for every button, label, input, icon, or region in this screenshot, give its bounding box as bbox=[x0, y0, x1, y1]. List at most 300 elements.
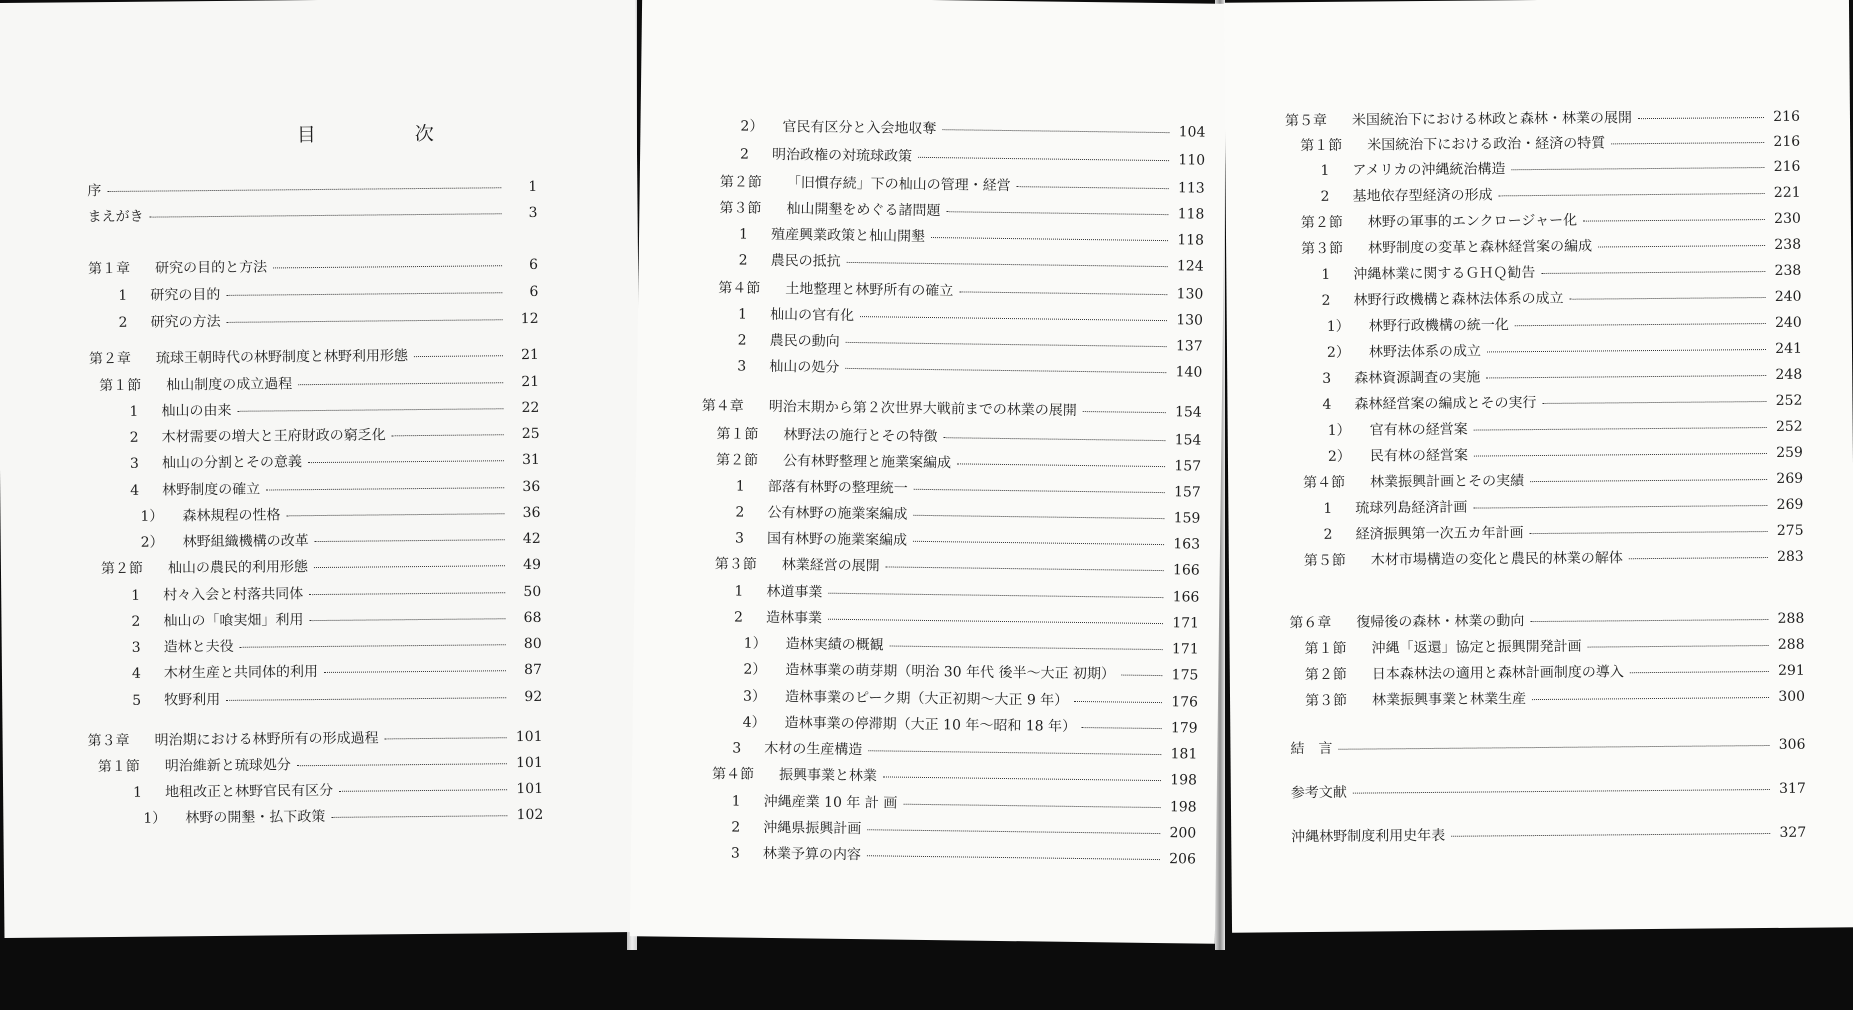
toc-entry-number: 第２節 bbox=[719, 174, 762, 191]
toc-leader-dots bbox=[266, 487, 504, 490]
toc-entry-page: 288 bbox=[1777, 610, 1805, 627]
toc-leader-dots bbox=[1451, 833, 1770, 837]
toc-entry-number: 2 bbox=[131, 613, 141, 630]
toc-entry-page: 327 bbox=[1779, 824, 1807, 841]
toc-entry-page: 171 bbox=[1172, 615, 1200, 632]
toc-entry bbox=[1285, 108, 1800, 130]
toc-leader-dots bbox=[828, 619, 1163, 624]
toc-leader-dots bbox=[867, 829, 1160, 834]
toc-entry-label: 村々入会と村落共同体 bbox=[163, 586, 304, 604]
toc-page-middle bbox=[630, 0, 1227, 944]
toc-leader-dots bbox=[1511, 167, 1764, 170]
toc-entry bbox=[131, 583, 541, 605]
toc-entry-label: 「旧慣存続」下の杣山の管理・経営 bbox=[786, 175, 1011, 195]
toc-entry-number: 第４節 bbox=[711, 766, 755, 783]
toc-leader-dots bbox=[1598, 245, 1765, 247]
toc-entry-label: 国有林野の施業案編成 bbox=[766, 530, 908, 549]
toc-entry bbox=[88, 728, 543, 750]
toc-entry-label: 林道事業 bbox=[766, 583, 823, 601]
toc-entry-number: 3 bbox=[734, 530, 745, 547]
toc-entry bbox=[133, 780, 543, 802]
toc-entry bbox=[740, 146, 1205, 170]
toc-entry-number: 2） bbox=[140, 534, 164, 551]
toc-entry-number: 5 bbox=[132, 692, 142, 709]
toc-entry-page: 216 bbox=[1773, 108, 1801, 125]
toc-entry-number: 第１節 bbox=[716, 426, 759, 443]
toc-entry-label: 杣山の由来 bbox=[161, 402, 232, 420]
toc-entry bbox=[719, 199, 1204, 223]
toc-entry bbox=[129, 399, 539, 421]
toc-entry-number: 3 bbox=[732, 740, 742, 757]
toc-leader-dots bbox=[946, 211, 1168, 215]
toc-entry-number: 1） bbox=[743, 635, 767, 652]
toc-leader-dots bbox=[931, 237, 1168, 241]
toc-entry-page: 238 bbox=[1774, 262, 1802, 279]
toc-entry-page: 216 bbox=[1773, 133, 1801, 150]
toc-entry bbox=[1305, 662, 1805, 684]
toc-leader-dots bbox=[273, 265, 502, 268]
toc-entry-page: 269 bbox=[1776, 470, 1804, 487]
toc-entry-number: 第２節 bbox=[100, 560, 144, 578]
toc-entry bbox=[1320, 158, 1800, 180]
toc-entry bbox=[735, 503, 1200, 527]
toc-entry-label: 琉球列島経済計画 bbox=[1355, 499, 1468, 517]
toc-entry-label: 沖縄産業 10 年 計 画 bbox=[763, 793, 898, 812]
toc-leader-dots bbox=[942, 129, 1169, 133]
toc-leader-dots bbox=[1638, 117, 1764, 119]
toc-entry-number: 1） bbox=[1326, 318, 1350, 335]
toc-entry-label: 米国統治下における林政と森林・林業の展開 bbox=[1351, 110, 1633, 129]
toc-leader-dots bbox=[339, 789, 507, 792]
toc-entry-label: 森林資源調査の実施 bbox=[1354, 369, 1481, 387]
toc-entry bbox=[1321, 262, 1801, 284]
toc-entry-number: 第１節 bbox=[97, 758, 140, 776]
toc-leader-dots bbox=[1074, 701, 1162, 703]
toc-entry-number: 第１節 bbox=[1304, 640, 1347, 658]
toc-entry-page: 198 bbox=[1170, 772, 1198, 789]
toc-entry-page: 200 bbox=[1169, 825, 1197, 842]
toc-entry-page: 171 bbox=[1171, 641, 1199, 658]
toc-entry-number: 1 bbox=[734, 583, 744, 600]
toc-entry-number: 3 bbox=[730, 845, 740, 862]
toc-entry-page: 42 bbox=[522, 530, 541, 548]
toc-entry-label: 林業振興事業と林業生産 bbox=[1371, 691, 1527, 709]
toc-entry-page: 288 bbox=[1777, 636, 1805, 653]
toc-entry-label: 琉球王朝時代の林野制度と林野利用形態 bbox=[155, 348, 409, 367]
toc-entry bbox=[715, 555, 1200, 579]
toc-entry-page: 21 bbox=[521, 373, 540, 391]
toc-entry-page: 12 bbox=[520, 310, 539, 328]
toc-leader-dots bbox=[1570, 297, 1766, 300]
toc-leader-dots bbox=[314, 565, 505, 568]
toc-entry-page: 92 bbox=[524, 688, 543, 706]
toc-entry-page: 22 bbox=[521, 399, 540, 417]
toc-entry-label: 沖縄「返還」協定と振興開発計画 bbox=[1371, 638, 1582, 657]
toc-entry bbox=[1321, 288, 1801, 310]
toc-leader-dots bbox=[1017, 186, 1169, 189]
toc-leader-dots bbox=[1530, 531, 1768, 534]
toc-entry bbox=[734, 608, 1199, 632]
toc-entry-label: 研究の目的と方法 bbox=[155, 259, 268, 277]
toc-entry-number: 3 bbox=[737, 358, 747, 375]
toc-entry-number: 2 bbox=[731, 819, 741, 836]
toc-entry-label: 造林事業のピーク期（大正初期～大正 9 年） bbox=[784, 689, 1069, 709]
toc-entry-number: 2 bbox=[735, 504, 745, 521]
toc-leader-dots bbox=[315, 539, 505, 542]
toc-leader-dots bbox=[237, 408, 503, 412]
toc-entry bbox=[1322, 392, 1802, 414]
toc-entry-number: 2） bbox=[1327, 448, 1351, 465]
toc-entry-number: 4 bbox=[130, 482, 140, 499]
toc-entry bbox=[132, 635, 542, 657]
toc-entry bbox=[130, 451, 540, 473]
toc-entry-page: 31 bbox=[522, 451, 541, 469]
toc-entry-page: 118 bbox=[1177, 206, 1205, 223]
toc-entry bbox=[739, 226, 1204, 250]
toc-entry bbox=[718, 279, 1203, 303]
toc-entry bbox=[716, 451, 1201, 475]
toc-entry-number: 第１節 bbox=[99, 377, 142, 395]
toc-entry-number: 2 bbox=[737, 332, 747, 349]
toc-leader-dots bbox=[309, 592, 505, 595]
toc-leader-dots bbox=[1083, 411, 1166, 413]
toc-entry-page: 49 bbox=[523, 556, 542, 574]
toc-entry-page: 104 bbox=[1178, 124, 1206, 141]
toc-entry-number: 4 bbox=[131, 665, 141, 682]
toc-entry-number: 1 bbox=[1321, 266, 1331, 283]
toc-entry-label: 沖縄林業に関するＧＨＱ勧告 bbox=[1353, 265, 1536, 283]
toc-entry-label: 林野法体系の成立 bbox=[1368, 343, 1482, 361]
toc-leader-dots bbox=[890, 646, 1163, 651]
toc-leader-dots bbox=[913, 541, 1164, 545]
toc-entry-number: 序 bbox=[87, 183, 102, 200]
toc-entry-number: 1 bbox=[731, 793, 741, 810]
toc-entry-label: 明治期における林野所有の形成過程 bbox=[154, 730, 379, 749]
toc-entry-page: 68 bbox=[523, 609, 542, 627]
toc-entry-page: 80 bbox=[523, 635, 542, 653]
toc-entry-number: 沖縄林野制度利用史年表 bbox=[1291, 827, 1446, 846]
toc-entry-label: 林野行政機構と森林法体系の成立 bbox=[1353, 290, 1564, 309]
toc-entry bbox=[1291, 824, 1806, 846]
toc-entry-page: 101 bbox=[516, 780, 544, 798]
toc-entry bbox=[1304, 548, 1804, 570]
toc-entry-page: 50 bbox=[523, 583, 542, 601]
toc-entry-page: 221 bbox=[1773, 184, 1801, 201]
toc-entry-page: 36 bbox=[522, 478, 541, 496]
toc-entry-number: 結 言 bbox=[1290, 740, 1333, 758]
toc-leader-dots bbox=[414, 355, 503, 357]
toc-leader-dots bbox=[846, 342, 1167, 347]
toc-entry-page: 216 bbox=[1773, 158, 1801, 175]
toc-entry-label: 木材の生産構造 bbox=[764, 740, 863, 759]
toc-entry-label: 官有林の経営案 bbox=[1369, 421, 1468, 439]
toc-entry bbox=[118, 283, 538, 305]
toc-entry-number: 第３節 bbox=[714, 556, 757, 573]
toc-entry-page: 101 bbox=[515, 728, 543, 746]
toc-entry bbox=[88, 204, 538, 226]
toc-entry-label: 杣山の農民的利用形態 bbox=[167, 559, 309, 577]
toc-entry-number: 第４章 bbox=[701, 398, 744, 415]
toc-leader-dots bbox=[860, 316, 1167, 321]
toc-entry-number: 第３節 bbox=[719, 200, 762, 217]
toc-entry-page: 269 bbox=[1776, 496, 1804, 513]
toc-entry bbox=[101, 556, 541, 578]
toc-entry-page: 240 bbox=[1774, 314, 1802, 331]
toc-leader-dots bbox=[298, 382, 503, 385]
toc-entry-page: 6 bbox=[529, 283, 539, 300]
toc-leader-dots bbox=[957, 463, 1165, 467]
toc-entry-page: 102 bbox=[516, 806, 544, 824]
toc-entry-label: 木材生産と共同体的利用 bbox=[163, 664, 319, 682]
toc-leader-dots bbox=[903, 804, 1160, 808]
toc-leader-dots bbox=[1338, 745, 1769, 750]
toc-entry bbox=[98, 754, 543, 776]
toc-entry-label: 殖産興業政策と杣山開墾 bbox=[770, 226, 926, 245]
toc-leader-dots bbox=[1474, 427, 1767, 431]
toc-leader-dots bbox=[1474, 453, 1767, 457]
toc-entry bbox=[1303, 470, 1803, 492]
toc-entry-page: 275 bbox=[1776, 522, 1804, 539]
toc-entry bbox=[702, 397, 1202, 422]
toc-entry bbox=[731, 844, 1196, 868]
toc-entry-number: 第３節 bbox=[1301, 240, 1344, 258]
toc-entry-label: 林野制度の変革と森林経営案の編成 bbox=[1368, 238, 1593, 257]
toc-entry-page: 140 bbox=[1175, 364, 1203, 381]
toc-leader-dots bbox=[1542, 401, 1766, 404]
toc-title: 目 次 bbox=[296, 122, 474, 147]
toc-entry-label: 林野制度の確立 bbox=[162, 481, 261, 499]
toc-entry-number: 第２節 bbox=[716, 452, 759, 469]
toc-entry-page: 113 bbox=[1177, 180, 1205, 197]
toc-entry bbox=[141, 530, 541, 552]
toc-entry-number: 第５章 bbox=[1284, 112, 1328, 130]
toc-entry-label: 明治末期から第２次世界大戦前までの林業の展開 bbox=[768, 398, 1077, 419]
toc-entry-number: 4） bbox=[742, 714, 766, 731]
toc-entry-number: 1 bbox=[118, 287, 128, 304]
toc-entry-label: 造林実績の概観 bbox=[785, 636, 884, 654]
toc-entry-label: 林野行政機構の統一化 bbox=[1368, 317, 1509, 335]
toc-entry bbox=[131, 609, 541, 631]
toc-entry-page: 306 bbox=[1778, 736, 1806, 753]
toc-entry-label: 杣山の「喰実畑」利用 bbox=[163, 612, 304, 630]
toc-entry-label: 公有林野の施業案編成 bbox=[767, 504, 908, 523]
toc-leader-dots bbox=[886, 566, 1164, 571]
toc-leader-dots bbox=[1082, 727, 1162, 729]
toc-entry-label: 部落有林野の整理統一 bbox=[767, 478, 908, 497]
toc-leader-dots bbox=[883, 776, 1161, 781]
toc-entry-number: 2） bbox=[1326, 344, 1351, 361]
toc-leader-dots bbox=[914, 489, 1165, 493]
toc-entry-label: 民有林の経営案 bbox=[1369, 447, 1468, 465]
toc-entry bbox=[1305, 688, 1805, 710]
toc-entry-page: 230 bbox=[1774, 210, 1801, 227]
toc-entry-label: 土地整理と林野所有の確立 bbox=[785, 281, 954, 300]
toc-leader-dots bbox=[226, 292, 502, 296]
toc-entry-label: 振興事業と林業 bbox=[778, 767, 878, 785]
toc-entry bbox=[732, 792, 1197, 816]
toc-leader-dots bbox=[324, 670, 506, 673]
toc-leader-dots bbox=[309, 618, 505, 621]
toc-leader-dots bbox=[918, 157, 1169, 161]
toc-page-right bbox=[1224, 0, 1853, 933]
toc-entry bbox=[88, 256, 538, 278]
toc-entry-number: 3 bbox=[131, 639, 141, 656]
toc-entry-page: 241 bbox=[1775, 340, 1803, 357]
toc-entry-label: 造林事業の萌芽期（明治 30 年代 後半～大正 初期） bbox=[785, 662, 1116, 683]
toc-entry-number: 2 bbox=[1323, 526, 1333, 543]
toc-entry bbox=[130, 478, 540, 500]
toc-entry-label: 経済振興第一次五カ年計画 bbox=[1355, 525, 1524, 543]
toc-entry-page: 36 bbox=[522, 504, 541, 522]
toc-entry bbox=[736, 477, 1201, 501]
toc-leader-dots bbox=[1532, 697, 1769, 700]
toc-entry-number: 第２章 bbox=[88, 350, 132, 368]
toc-entry bbox=[1322, 366, 1802, 388]
toc-entry-number: 2） bbox=[743, 661, 767, 678]
toc-entry-page: 317 bbox=[1779, 780, 1806, 797]
toc-entry-label: アメリカの沖縄統治構造 bbox=[1352, 161, 1506, 179]
toc-entry-number: 1 bbox=[1323, 500, 1333, 517]
toc-entry bbox=[712, 765, 1197, 789]
toc-entry bbox=[1301, 210, 1801, 232]
toc-entry bbox=[1305, 636, 1805, 658]
toc-entry-page: 175 bbox=[1171, 667, 1199, 684]
toc-entry bbox=[740, 118, 1205, 142]
toc-leader-dots bbox=[227, 319, 503, 323]
toc-entry-number: 第４節 bbox=[1303, 474, 1346, 492]
toc-entry-page: 248 bbox=[1775, 366, 1803, 383]
toc-entry-label: 官民有区分と入会地収奪 bbox=[782, 119, 937, 138]
toc-entry-number: 第５節 bbox=[1303, 552, 1346, 570]
toc-entry bbox=[143, 806, 543, 828]
toc-entry-number: 2 bbox=[1321, 292, 1331, 309]
toc-entry-page: 179 bbox=[1170, 720, 1198, 737]
toc-entry-label: 林野組織機構の改革 bbox=[182, 533, 309, 551]
toc-entry bbox=[744, 635, 1199, 659]
toc-leader-dots bbox=[868, 750, 1161, 755]
toc-leader-dots bbox=[1499, 193, 1765, 196]
toc-leader-dots bbox=[308, 460, 504, 463]
toc-entry-label: 研究の方法 bbox=[150, 313, 221, 331]
toc-entry-label: 地租改正と林野官民有区分 bbox=[165, 782, 334, 801]
toc-entry-page: 137 bbox=[1175, 338, 1203, 355]
toc-entry bbox=[1327, 340, 1802, 362]
toc-leader-dots bbox=[150, 213, 502, 217]
toc-entry-label: 研究の目的 bbox=[150, 286, 221, 304]
toc-leader-dots bbox=[828, 593, 1163, 598]
toc-entry bbox=[1323, 496, 1803, 518]
toc-entry-label: 木材需要の増大と王府財政の窮乏化 bbox=[161, 427, 386, 446]
toc-entry-label: 米国統治下における政治・経済の特質 bbox=[1367, 135, 1606, 154]
toc-entry-number: 2 bbox=[129, 429, 139, 446]
toc-entry-page: 3 bbox=[528, 204, 538, 221]
toc-entry-page: 198 bbox=[1169, 799, 1197, 816]
toc-leader-dots bbox=[392, 434, 504, 436]
toc-entry-label: 造林事業 bbox=[765, 609, 823, 627]
toc-entry-number: 1 bbox=[737, 306, 748, 323]
toc-entry-number: 第４節 bbox=[718, 280, 761, 297]
toc-leader-dots bbox=[1530, 619, 1768, 622]
toc-entry-page: 87 bbox=[524, 661, 543, 679]
toc-leader-dots bbox=[1486, 375, 1766, 378]
toc-entry-page: 118 bbox=[1177, 232, 1205, 249]
toc-entry-label: 杣山の官有化 bbox=[769, 306, 855, 325]
toc-leader-dots bbox=[867, 855, 1160, 860]
toc-leader-dots bbox=[913, 515, 1164, 519]
toc-leader-dots bbox=[1515, 323, 1766, 326]
toc-entry-label: 林野の開墾・払下政策 bbox=[185, 808, 326, 827]
toc-leader-dots bbox=[286, 513, 504, 516]
toc-entry bbox=[731, 818, 1196, 842]
toc-entry-number: 1） bbox=[1327, 422, 1351, 439]
toc-leader-dots bbox=[1121, 675, 1162, 677]
toc-entry-label: 林業予算の内容 bbox=[762, 845, 862, 864]
toc-entry-label: 農民の動向 bbox=[769, 332, 840, 350]
toc-entry-label: 林野法の施行とその特徴 bbox=[783, 427, 938, 446]
toc-entry bbox=[132, 661, 542, 683]
toc-entry-label: 明治維新と琉球処分 bbox=[164, 757, 291, 775]
toc-entry-label: 森林規程の性格 bbox=[182, 507, 281, 525]
toc-entry-label: 牧野利用 bbox=[164, 691, 221, 709]
toc-entry bbox=[99, 373, 539, 395]
toc-leader-dots bbox=[959, 291, 1167, 295]
toc-entry-page: 157 bbox=[1174, 458, 1202, 475]
toc-entry-label: 杣山制度の成立過程 bbox=[166, 376, 293, 394]
toc-entry-number: 参考文献 bbox=[1290, 784, 1347, 802]
toc-leader-dots bbox=[385, 737, 507, 739]
toc-entry-page: 283 bbox=[1777, 548, 1804, 565]
toc-entry-number: 2） bbox=[740, 118, 764, 135]
toc-entry-number: 第３章 bbox=[87, 732, 130, 750]
toc-entry-label: 森林経営案の編成とその実行 bbox=[1354, 395, 1537, 413]
toc-entry-page: 154 bbox=[1174, 404, 1202, 421]
toc-entry-page: 1 bbox=[528, 178, 538, 195]
toc-entry-label: 林業経営の展開 bbox=[781, 557, 880, 575]
toc-entry-page: 124 bbox=[1176, 258, 1204, 275]
toc-leader-dots bbox=[331, 815, 507, 818]
toc-entry-number: 1 bbox=[738, 226, 749, 243]
toc-entry bbox=[140, 504, 540, 526]
toc-entry bbox=[87, 178, 537, 200]
toc-leader-dots bbox=[107, 187, 501, 192]
toc-entry-page: 238 bbox=[1774, 236, 1802, 253]
toc-entry-label: 林野の軍事的エンクロージャー化 bbox=[1367, 212, 1578, 231]
toc-entry-page: 25 bbox=[521, 425, 540, 443]
toc-entry-number: 2 bbox=[740, 146, 750, 163]
toc-leader-dots bbox=[1611, 142, 1764, 144]
toc-entry-label: 日本森林法の適用と森林計画制度の導入 bbox=[1371, 664, 1624, 683]
toc-entry-page: 181 bbox=[1170, 746, 1198, 763]
toc-entry-number: 第２節 bbox=[1300, 214, 1343, 232]
toc-entry-number: 第３節 bbox=[1304, 692, 1348, 710]
toc-entry bbox=[735, 529, 1200, 553]
toc-entry-page: 259 bbox=[1776, 444, 1803, 461]
toc-leader-dots bbox=[1473, 505, 1767, 509]
toc-entry-number: 1 bbox=[1320, 162, 1330, 179]
toc-entry-page: 110 bbox=[1178, 152, 1206, 169]
toc-entry-number: 2 bbox=[118, 314, 128, 331]
toc-entry-page: 300 bbox=[1778, 688, 1806, 705]
toc-entry-number: 2 bbox=[738, 252, 748, 269]
toc-entry bbox=[739, 251, 1204, 275]
toc-entry-page: 206 bbox=[1169, 851, 1197, 868]
toc-leader-dots bbox=[1629, 557, 1768, 559]
toc-leader-dots bbox=[1630, 671, 1769, 673]
toc-entry-page: 154 bbox=[1174, 432, 1202, 449]
toc-entry bbox=[119, 310, 539, 332]
toc-entry-number: 1 bbox=[131, 587, 141, 604]
toc-entry-number: 2 bbox=[733, 609, 744, 626]
